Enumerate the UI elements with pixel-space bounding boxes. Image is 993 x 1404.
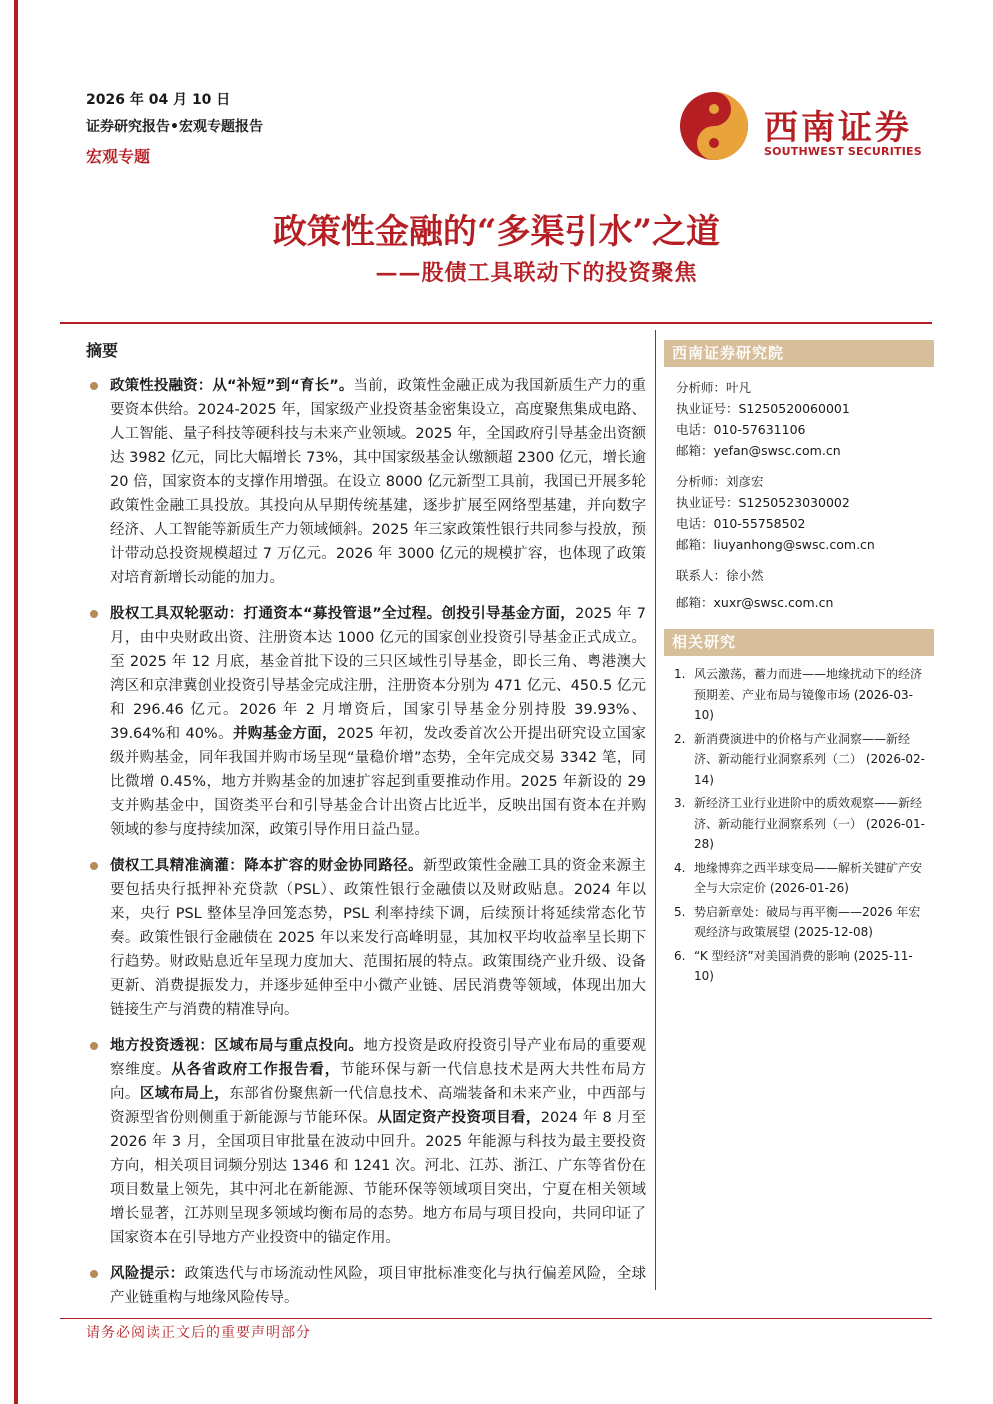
- paragraph-body: 新型政策性金融工具的资金来源主要包括央行抵押补充贷款（PSL）、政策性银行金融债以及财政贴息。2024 年以来，央行 PSL 整体呈净回笼态势，PSL 利率持续下调，后续预计将延续常态化节奏。政策性银行金融债在 2025 年以来发行高峰明显，其加权平均收益率呈长期下行趋势。财政贴息近年呈现力度加大、范围拓展的特点。政策围绕产业升级、设备更新、消费提振发力，并逐步延伸至中小微产业链、居民消费等领域，体现出加大链接生产与消费的精准导向。: [110, 858, 647, 1018]
- contact-email[interactable]: 邮箱：xuxr@swsc.com.cn: [676, 595, 834, 610]
- logo-name-cn: 西南证券: [764, 108, 912, 148]
- abstract-paragraph-3: [86, 854, 646, 1022]
- report-title: 政策性金融的“多渠引水”之道: [272, 212, 721, 252]
- bullet-icon: [90, 862, 98, 870]
- paragraph-body: 2025 年 7 月，由中央财政出资、注册资本达 1000 亿元的国家创业投资引导基金正式成立。至 2025 年 12 月底，基金首批下设的三只区域性引导基金，即长三角、粤港澳大湾区和京津冀创业投资引导基金完成注册，注册资本分别为 471 亿元、450.5 亿元和 296.46 亿元。2026 年 2 月增资后，国家引导基金分别持股 39.93%、39.64%和 40%。: [110, 606, 646, 742]
- abstract-heading: 摘要: [86, 341, 119, 360]
- report-category: 宏观专题: [86, 147, 151, 166]
- paragraph-lead: 地方投资透视：区域布局与重点投向。: [110, 1038, 364, 1054]
- paragraph-body: 当前，政策性金融正成为我国新质生产力的重要资本供给。2024-2025 年，国家级产业投资基金密集设立，高度聚焦集成电路、人工智能、量子科技等硬科技与未来产业领域。2025 年，全国政府引导基金出资额达 3982 亿元，同比大幅增长 73%，其中国家级基金认缴额超 2300 亿元，增长逾 20 倍，国家资本的支撑作用增强。在设立 8000 亿元新型工具前，我国已开展多轮政策性金融工具投放。其投向从早期传统基建，逐步扩展至网络型基建，并向数字经济、人工智能等新质生产力领域倾斜。2025 年三家政策性银行共同参与投放，预计带动总投资规模超过 7 万亿元。2026 年 3000 亿元的规模扩容，也体现了政策对培育新增长动能的加力。: [110, 378, 647, 586]
- analyst-email[interactable]: 邮箱：yefan@swsc.com.cn: [676, 443, 841, 458]
- bullet-icon: [90, 1042, 98, 1050]
- abstract-paragraph-2: [86, 602, 646, 842]
- logo-emblem-icon: [678, 90, 750, 162]
- related-item-1[interactable]: 1. 风云激荡，蓄力而进——地缘扰动下的经济预期差、产业布局与镜像市场 (2026-03-10): [674, 667, 923, 722]
- contact-name: 联系人：徐小然: [676, 568, 764, 583]
- paragraph-lead-2: 创投引导基金方面，: [441, 606, 576, 622]
- related-item-3[interactable]: 3. 新经济工业行业进阶中的质效观察——新经济、新动能行业洞察系列（一） (2026-01-28): [674, 796, 925, 851]
- abstract-paragraph-5: [86, 1262, 646, 1310]
- analyst-name: 分析师：叶凡: [676, 380, 752, 395]
- paragraph-lead-2: 从各省政府工作报告看，: [171, 1062, 341, 1078]
- contact-person: [664, 565, 934, 613]
- related-item-5[interactable]: 5. 势启新章处：破局与再平衡——2026 年宏观经济与政策展望 (2025-12-08): [674, 904, 921, 939]
- company-logo: [678, 90, 928, 170]
- analyst-cert: 执业证号：S1250523030002: [676, 495, 850, 510]
- paragraph-lead-3: 并购基金方面，: [232, 726, 337, 742]
- bottom-divider: [60, 1318, 932, 1319]
- logo-name-en: SOUTHWEST SECURITIES: [764, 145, 922, 158]
- footer-notice: 请务必阅读正文后的重要声明部分: [86, 1325, 311, 1341]
- analyst-cert: 执业证号：S1250520060001: [676, 401, 850, 416]
- abstract-section: [86, 338, 646, 1322]
- paragraph-body: 地方投资是政府投资引导产业布局的重要观察维度。: [110, 1038, 647, 1078]
- report-date: 2026 年 04 月 10 日: [86, 92, 231, 108]
- report-subtitle: ——股债工具联动下的投资聚焦: [375, 260, 698, 286]
- abstract-paragraph-4: [86, 1034, 646, 1250]
- bullet-icon: [90, 1270, 98, 1278]
- analyst-1: [664, 377, 934, 461]
- paragraph-body: 政策迭代与市场流动性风险，项目审批标准变化与执行偏差风险，全球产业链重构与地缘风险传导。: [110, 1266, 646, 1306]
- paragraph-lead: 风险提示：: [110, 1266, 185, 1282]
- paragraph-lead-4: 从固定资产投资项目看，: [377, 1110, 541, 1126]
- analyst-2: [664, 471, 934, 555]
- related-research-list: [664, 664, 934, 987]
- bullet-icon: [90, 610, 98, 618]
- analyst-phone: 电话：010-55758502: [676, 516, 806, 531]
- institute-header: 西南证券研究院: [664, 340, 934, 367]
- bullet-icon: [90, 382, 98, 390]
- paragraph-body-2: 节能环保与新一代信息技术是两大共性布局方向。: [110, 1062, 647, 1102]
- sidebar: [664, 340, 934, 990]
- related-item-2[interactable]: 2. 新消费演进中的价格与产业洞察——新经济、新动能行业洞察系列（二） (2026-02-14): [674, 731, 925, 787]
- analyst-email[interactable]: 邮箱：liuyanhong@swsc.com.cn: [676, 537, 875, 552]
- paragraph-lead: 债权工具精准滴灌：降本扩容的财金协同路径。: [110, 858, 423, 874]
- paragraph-lead-3: 区域布局上，: [139, 1086, 230, 1102]
- column-divider: [655, 330, 656, 1290]
- top-divider: [60, 322, 932, 324]
- abstract-paragraph-1: [86, 374, 646, 590]
- analyst-name: 分析师：刘彦宏: [676, 474, 764, 489]
- paragraph-body-4: 2024 年 8 月至 2026 年 3 月，全国项目审批量在波动中回升。2025 年能源与科技为最主要投资方向，相关项目词频分别达 1346 和 1241 次。河北、江苏、浙江、广东等省份在项目数量上领先，其中河北在新能源、节能环保等领域项目突出，宁夏在相关领域增长显著，江苏则呈现多领域均衡布局的态势。地方布局与项目投向，共同印证了国家资本在引导地方产业投资中的锚定作用。: [110, 1110, 647, 1246]
- related-research-header: 相关研究: [664, 629, 934, 656]
- paragraph-lead: 股权工具双轮驱动：打通资本“募投管退”全过程。: [110, 606, 442, 622]
- report-type: 证券研究报告•宏观专题报告: [86, 119, 263, 135]
- paragraph-body-2: 2025 年初，发改委首次公开提出研究设立国家级并购基金，同年我国并购市场呈现“量稳价增”态势，全年完成交易 3342 笔，同比微增 0.45%，地方并购基金的加速扩容起到重要推动作用。2025 年新设的 29 支并购基金中，国资类平台和引导基金合计出资占比近半，反映出国有资本在并购领域的参与度持续加深，政策引导作用日益凸显。: [110, 726, 646, 838]
- related-item-6[interactable]: 6. “K 型经济”对美国消费的影响 (2025-11-10): [674, 948, 913, 983]
- paragraph-body-3: 东部省份聚焦新一代信息技术、高端装备和未来产业，中西部与资源型省份则侧重于新能源与节能环保。: [110, 1086, 647, 1126]
- related-item-4[interactable]: 4. 地缘博弈之西半球变局——解析关键矿产安全与大宗定价 (2026-01-26): [674, 860, 923, 895]
- analyst-phone: 电话：010-57631106: [676, 422, 806, 437]
- paragraph-lead: 政策性投融资：从“补短”到“育长”。: [110, 378, 354, 394]
